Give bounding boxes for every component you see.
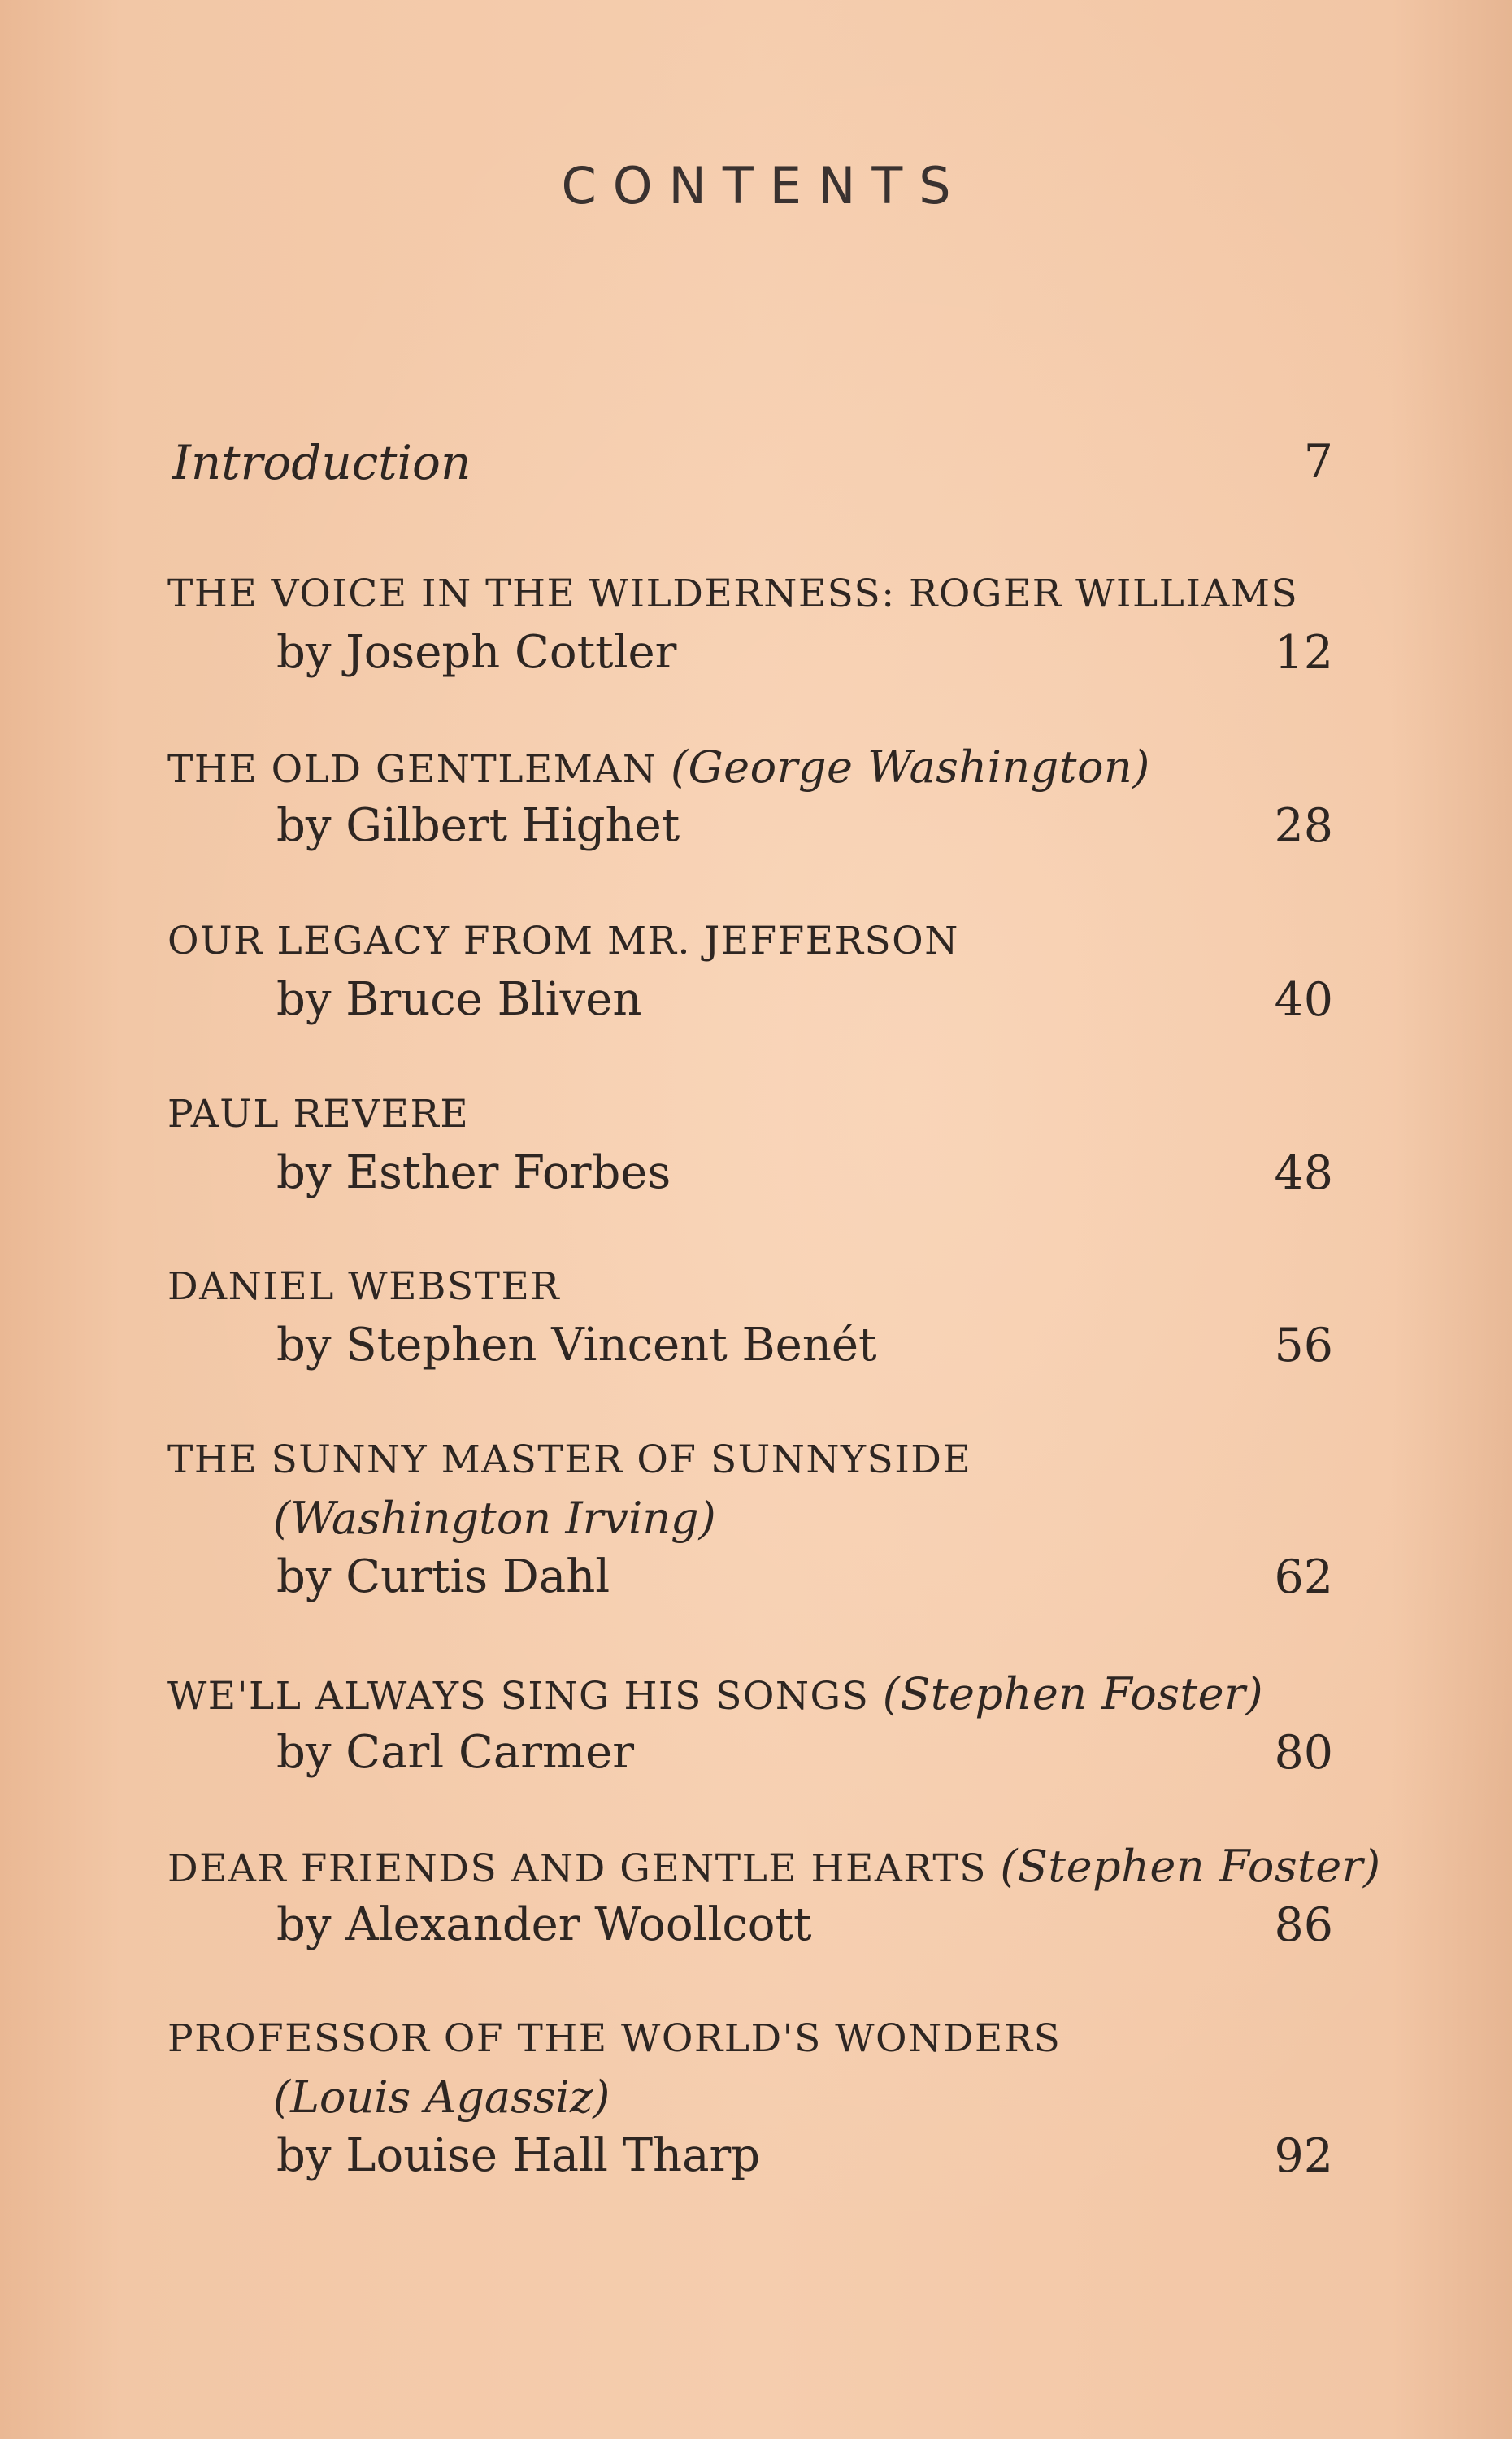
contents-heading: CONTENTS <box>561 156 967 215</box>
entry-subject: (George Washington) <box>670 741 1150 793</box>
entry-page-number: 48 <box>1274 1146 1333 1200</box>
entry-author: by Stephen Vincent Benét <box>276 1319 877 1372</box>
toc-entry <box>167 1085 1333 1202</box>
entry-title: THE SUNNY MASTER OF SUNNYSIDE <box>167 1437 972 1482</box>
entry-title: DANIEL WEBSTER <box>167 1264 561 1309</box>
entry-author-line <box>167 2127 1333 2185</box>
toc-entry <box>167 912 1333 1029</box>
entry-author: by Louise Hall Tharp <box>276 2129 761 2182</box>
introduction-page-number: 7 <box>1303 435 1333 489</box>
entry-author: by Bruce Bliven <box>276 973 642 1026</box>
entry-title-line <box>167 1665 1333 1724</box>
entry-page-number: 80 <box>1274 1726 1333 1780</box>
entry-title: OUR LEGACY FROM MR. JEFFERSON <box>167 919 959 963</box>
toc-entry <box>167 565 1333 682</box>
entry-author: by Alexander Woollcott <box>276 1898 812 1951</box>
toc-entry <box>167 738 1333 855</box>
entry-author: by Curtis Dahl <box>276 1550 610 1603</box>
entry-author-line <box>167 1316 1333 1375</box>
toc-entry <box>167 1665 1333 1782</box>
introduction-title: Introduction <box>172 435 471 490</box>
entry-author: by Joseph Cottler <box>276 626 677 679</box>
entry-page-number: 56 <box>1274 1319 1333 1372</box>
entry-title: DEAR FRIENDS AND GENTLE HEARTS <box>167 1846 987 1891</box>
entry-subject: (Stephen Foster) <box>882 1668 1264 1719</box>
toc-entry <box>167 1431 1333 1606</box>
entry-page-number: 92 <box>1274 2129 1333 2183</box>
entry-subject: (Stephen Foster) <box>1000 1841 1381 1892</box>
entry-author-line <box>167 624 1333 682</box>
entry-page-number: 40 <box>1274 973 1333 1027</box>
entry-author: by Esther Forbes <box>276 1146 671 1199</box>
entry-author-line <box>167 1548 1333 1606</box>
toc-entry <box>167 2010 1333 2185</box>
toc-entry <box>167 1258 1333 1375</box>
entry-author-line <box>167 1896 1333 1954</box>
entry-author-line <box>167 1144 1333 1202</box>
entry-page-number: 28 <box>1274 799 1333 853</box>
entry-author: by Carl Carmer <box>276 1726 635 1779</box>
entry-page-number: 86 <box>1274 1898 1333 1952</box>
entry-page-number: 12 <box>1274 626 1333 680</box>
entry-title: PAUL REVERE <box>167 1092 470 1137</box>
entry-title: THE OLD GENTLEMAN <box>167 747 658 792</box>
entry-page-number: 62 <box>1274 1550 1333 1604</box>
entry-subject: (Louis Agassiz) <box>273 2072 610 2123</box>
toc-entry <box>167 1837 1381 1954</box>
entry-title-line <box>167 1837 1381 1896</box>
entry-title: PROFESSOR OF THE WORLD'S WONDERS <box>167 2016 1062 2061</box>
toc-introduction <box>172 435 1333 492</box>
entry-author-line <box>167 971 1333 1029</box>
entry-title: WE'LL ALWAYS SING HIS SONGS <box>167 1674 870 1719</box>
entry-subject: (Washington Irving) <box>273 1493 716 1544</box>
entry-author-line <box>167 797 1333 855</box>
entry-author: by Gilbert Highet <box>276 799 680 852</box>
entry-author-line <box>167 1724 1333 1782</box>
entry-title: THE VOICE IN THE WILDERNESS: ROGER WILLIAMS <box>167 572 1299 616</box>
entry-title-line <box>167 738 1333 797</box>
